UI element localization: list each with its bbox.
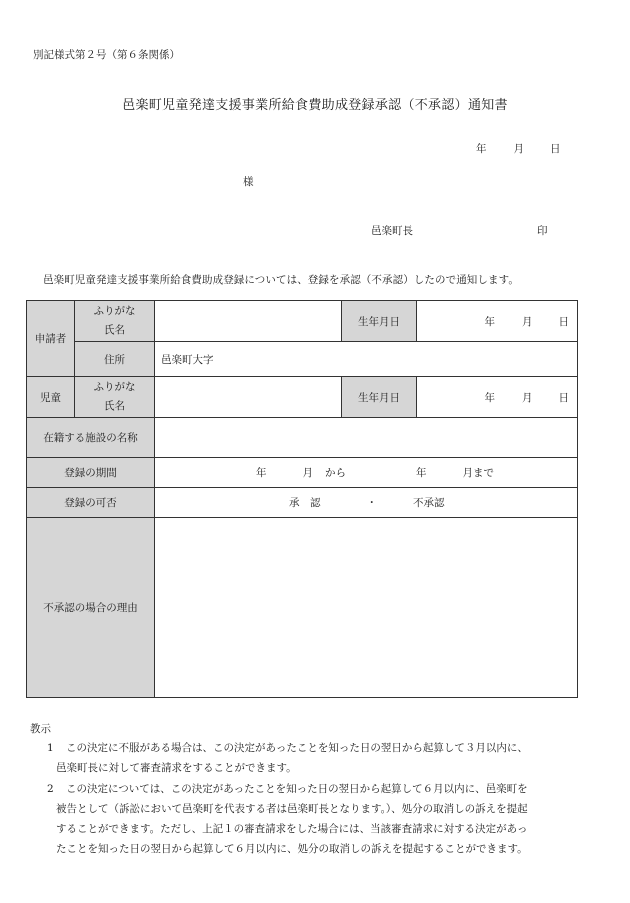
child-birthdate-field[interactable] <box>417 377 578 418</box>
day-unit: 日 <box>558 391 569 404</box>
instruction-line: することができます。ただし、上記１の審査請求をした場合には、当該審査請求に対する決定があっ <box>56 823 528 835</box>
month-unit: 月 <box>522 391 533 404</box>
year-unit: 年 <box>484 391 495 404</box>
instruction-line: 被告として（訴訟において邑楽町を代表する者は邑楽町長となります。）、処分の取消しの訴えを提起 <box>56 803 528 815</box>
instruction-line: この決定に不服がある場合は、この決定があったことを知った日の翌日から起算して３月以内に、 <box>66 742 528 754</box>
child-birthdate-label: 生年月日 <box>342 377 417 418</box>
reason-row <box>27 518 578 698</box>
period-from-month-unit: 月 <box>302 467 313 479</box>
issue-date-year: 年 <box>476 143 487 155</box>
reason-field[interactable] <box>155 518 578 698</box>
approve-option[interactable]: 承 認 <box>289 497 321 509</box>
name-label: 氏名 <box>104 400 125 412</box>
approval-field <box>155 488 578 518</box>
period-row <box>27 458 578 488</box>
day-unit: 日 <box>558 315 569 328</box>
approval-label: 登録の可否 <box>27 488 155 518</box>
instruction-item-2 <box>30 779 590 859</box>
registration-form-table <box>26 300 578 698</box>
name-label: 氏名 <box>104 324 125 336</box>
instruction-item-1 <box>30 738 590 778</box>
applicant-name-row <box>27 301 578 342</box>
notice-sentence: 邑楽町児童発達支援事業所給食費助成登録については、登録を承認（不承認）したので通知します。 <box>43 274 519 286</box>
year-unit: 年 <box>484 315 495 328</box>
instruction-number: 1 <box>47 742 54 754</box>
child-label: 児童 <box>27 377 75 418</box>
instruction-line: 邑楽町長に対して審査請求をすることができます。 <box>56 762 297 774</box>
period-until-label: 月まで <box>462 467 494 479</box>
applicant-furigana-name-label <box>75 301 155 342</box>
disapprove-option[interactable]: 不承認 <box>413 497 445 509</box>
instruction-number: 2 <box>47 783 54 795</box>
issue-date <box>476 141 561 156</box>
applicant-birthdate-label: 生年月日 <box>342 301 417 342</box>
instructions-title: 教示 <box>30 723 51 735</box>
reason-label: 不承認の場合の理由 <box>27 518 155 698</box>
instruction-line: この決定については、この決定があったことを知った日の翌日から起算して６月以内に、邑楽町を <box>66 783 528 795</box>
address-label: 住所 <box>75 342 155 377</box>
form-number: 別記様式第２号（第６条関係） <box>33 49 180 61</box>
address-field[interactable]: 邑楽町大字 <box>155 342 578 377</box>
facility-label: 在籍する施設の名称 <box>27 418 155 458</box>
approval-row <box>27 488 578 518</box>
addressee-suffix: 様 <box>243 176 254 188</box>
period-field[interactable] <box>155 458 578 488</box>
issue-date-month: 月 <box>513 143 524 155</box>
child-name-field[interactable] <box>155 377 342 418</box>
instruction-line: たことを知った日の翌日から起算して６月以内に、処分の取消しの訴えを提起することができます。 <box>56 843 528 855</box>
issuer-mayor: 邑楽町長 <box>371 225 413 237</box>
month-unit: 月 <box>522 315 533 328</box>
facility-row <box>27 418 578 458</box>
applicant-birthdate-field[interactable] <box>417 301 578 342</box>
document-title: 邑楽町児童発達支援事業所給食費助成登録承認（不承認）通知書 <box>122 98 508 113</box>
child-name-row <box>27 377 578 418</box>
furigana-label: ふりがな <box>93 381 136 393</box>
child-furigana-name-label <box>75 377 155 418</box>
facility-field[interactable] <box>155 418 578 458</box>
applicant-name-field[interactable] <box>155 301 342 342</box>
period-label: 登録の期間 <box>27 458 155 488</box>
issue-date-day: 日 <box>550 143 561 155</box>
period-to-year-unit: 年 <box>416 467 427 479</box>
seal-mark: 印 <box>537 225 548 237</box>
applicant-address-row <box>27 342 578 377</box>
period-from-year-unit: 年 <box>256 467 267 479</box>
applicant-label: 申請者 <box>27 301 75 377</box>
period-from-label: から <box>325 467 346 479</box>
option-separator: ・ <box>366 497 377 509</box>
furigana-label: ふりがな <box>93 305 136 317</box>
